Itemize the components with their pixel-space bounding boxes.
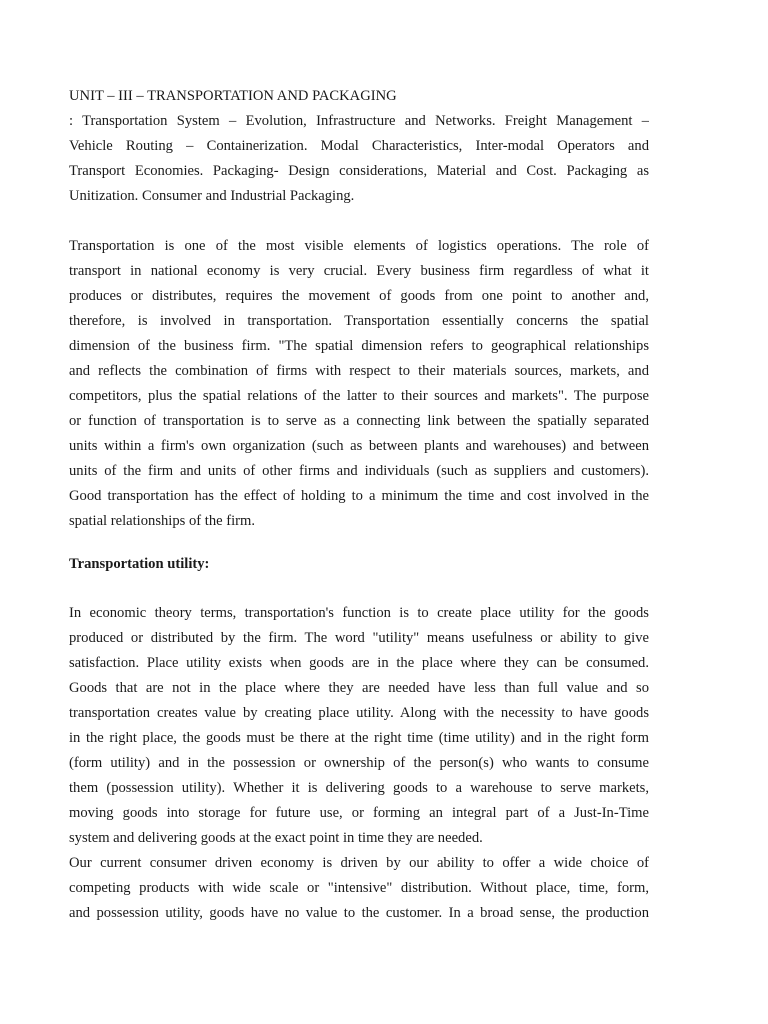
- utility-line: moving goods into storage for future use, or forming an integral part of a Just-In-Time: [69, 805, 649, 821]
- utility-paragraph: [69, 601, 649, 851]
- syllabus-paragraph: [69, 109, 649, 209]
- intro-line: Transportation is one of the most visible elements of logistics operations. The role of: [69, 238, 649, 254]
- intro-line: units within a firm's own organization (such as between plants and warehouses) and between: [69, 438, 649, 454]
- utility-line: system and delivering goods at the exact point in time they are needed.: [69, 830, 483, 846]
- utility-line: transportation creates value by creating place utility. Along with the necessity to have goods: [69, 705, 649, 721]
- paragraph-gap: [69, 534, 649, 552]
- economy-line: competing products with wide scale or "intensive" distribution. Without place, time, form,: [69, 880, 649, 896]
- economy-line: Our current consumer driven economy is driven by our ability to offer a wide choice of: [69, 855, 649, 871]
- intro-line: and reflects the combination of firms with respect to their materials sources, markets, and: [69, 363, 649, 379]
- unit-title: UNIT – III – TRANSPORTATION AND PACKAGING: [69, 88, 397, 104]
- syllabus-line: Vehicle Routing – Containerization. Modal Characteristics, Inter-modal Operators and: [69, 138, 649, 154]
- utility-line: Goods that are not in the place where they are needed have less than full value and so: [69, 680, 649, 696]
- intro-line: Good transportation has the effect of holding to a minimum the time and cost involved in the: [69, 488, 649, 504]
- syllabus-line: : Transportation System – Evolution, Infrastructure and Networks. Freight Management –: [69, 113, 649, 129]
- intro-line: spatial relationships of the firm.: [69, 513, 256, 529]
- intro-paragraph: [69, 234, 649, 534]
- intro-line: or function of transportation is to serve as a connecting link between the spatially separated: [69, 413, 649, 429]
- utility-line: in the right place, the goods must be there at the right time (time utility) and in the right form: [69, 730, 649, 746]
- intro-line: therefore, is involved in transportation. Transportation essentially concerns the spatial: [69, 313, 649, 329]
- syllabus-line: Unitization. Consumer and Industrial Packaging.: [69, 188, 355, 204]
- utility-line: In economic theory terms, transportation's function is to create place utility for the goods: [69, 605, 649, 621]
- utility-line: satisfaction. Place utility exists when goods are in the place where they can be consumed.: [69, 655, 649, 671]
- utility-line: them (possession utility). Whether it is delivering goods to a warehouse to serve markets,: [69, 780, 649, 796]
- intro-line: units of the firm and units of other firms and individuals (such as suppliers and customers).: [69, 463, 649, 479]
- intro-line: competitors, plus the spatial relations of the latter to their sources and markets". The purpose: [69, 388, 649, 404]
- economy-line: and possession utility, goods have no value to the customer. In a broad sense, the production: [69, 905, 649, 921]
- paragraph-gap: [69, 209, 649, 234]
- intro-line: transport in national economy is very crucial. Every business firm regardless of what it: [69, 263, 649, 279]
- utility-line: (form utility) and in the possession or ownership of the person(s) who wants to consume: [69, 755, 649, 771]
- section-heading: Transportation utility:: [69, 556, 210, 572]
- economy-paragraph: [69, 851, 649, 926]
- paragraph-gap: [69, 577, 649, 601]
- syllabus-line: Transport Economies. Packaging- Design considerations, Material and Cost. Packaging as: [69, 163, 649, 179]
- document-page: [69, 84, 649, 926]
- intro-line: dimension of the business firm. "The spatial dimension refers to geographical relationships: [69, 338, 649, 354]
- utility-line: produced or distributed by the firm. The word "utility" means usefulness or ability to give: [69, 630, 649, 646]
- intro-line: produces or distributes, requires the movement of goods from one point to another and,: [69, 288, 649, 304]
